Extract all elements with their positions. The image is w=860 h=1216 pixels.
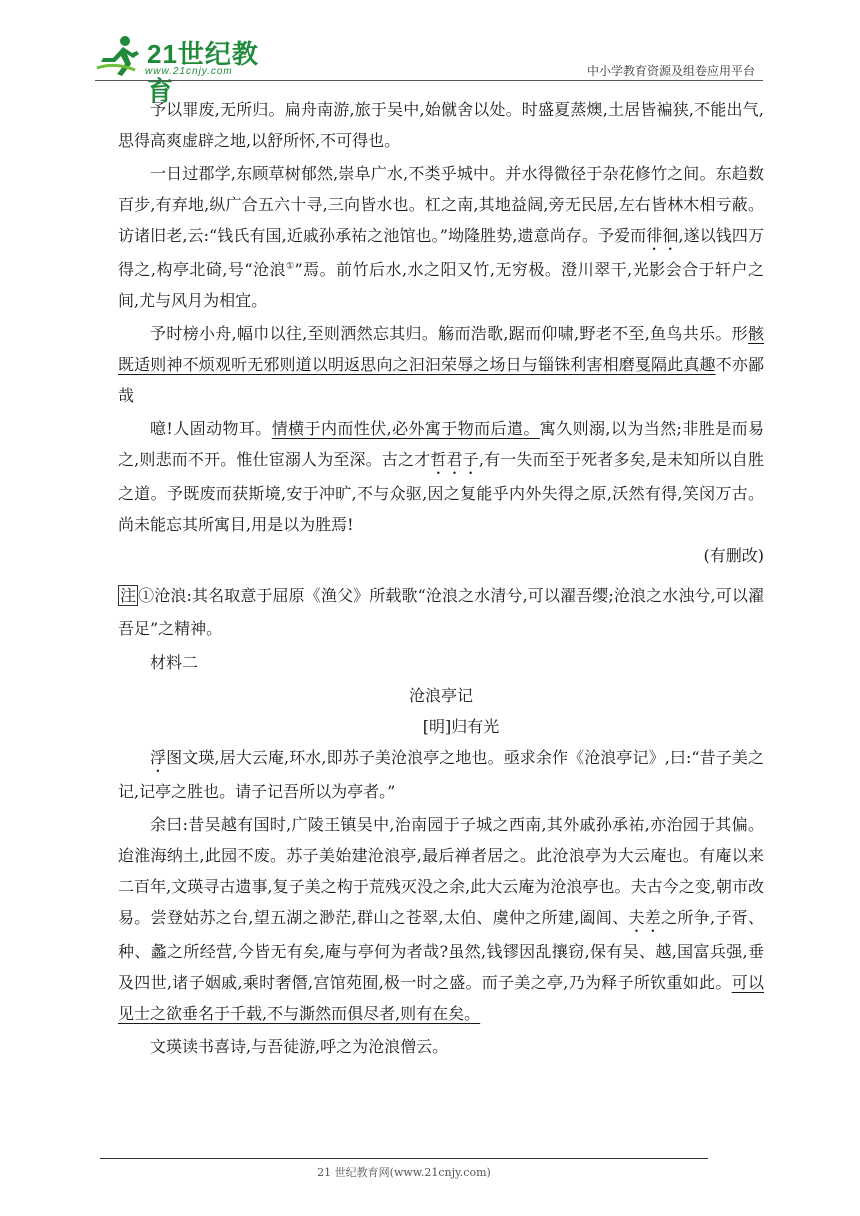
paragraph-4-text-a: 噫!人固动物耳。 bbox=[150, 419, 272, 438]
page-footer: 21 世纪教育网(www.21cnjy.com) bbox=[317, 1166, 491, 1179]
paragraph-3-text-a: 予时榜小舟,幅巾以往,至则洒然忘其归。觞而浩歌,踞而仰啸,野老不至,鱼鸟共乐。形 bbox=[150, 324, 748, 343]
paragraph-1 bbox=[118, 94, 764, 156]
paragraph-5 bbox=[118, 742, 764, 807]
paragraph-2-dotted: 徘徊 bbox=[646, 226, 679, 245]
platform-name: 中小学教育资源及组卷应用平台 bbox=[586, 64, 755, 78]
paragraph-6 bbox=[118, 809, 764, 1029]
paragraph-2-text-c: ,遂以钱四万得之,构亭北碕,号“沧浪 bbox=[118, 226, 764, 279]
material-2-title: 沧浪亭记 bbox=[408, 686, 473, 705]
material-2-label: 材料二 bbox=[150, 653, 199, 672]
paragraph-6-underlined: 可以见士之欲垂名于千载,不与澌然而俱尽者,则有在矣。 bbox=[118, 973, 764, 1023]
source-note: (有删改) bbox=[703, 546, 764, 565]
paragraph-3-text-c: 不亦鄙哉 bbox=[118, 355, 764, 405]
note-text: ①沧浪:其名取意于屈原《渔父》所载歌“沧浪之水清兮,可以濯吾缨;沧浪之水浊兮,可以濯吾足”之精神。 bbox=[118, 586, 764, 638]
paragraph-5-text-c: 文瑛,居大云庵,环水,即苏子美沧浪亭之地也。亟求余作《沧浪亭记》,曰:“昔子美之记,记亭之胜也。请子记吾所以为亭者。” bbox=[118, 748, 764, 801]
document-body bbox=[118, 94, 764, 1062]
paragraph-2 bbox=[118, 158, 764, 316]
running-figure-icon bbox=[95, 34, 145, 78]
page-header bbox=[95, 28, 763, 106]
site-logo bbox=[95, 34, 265, 106]
paragraph-4 bbox=[118, 413, 764, 540]
paragraph-1-text: 予以罪废,无所归。扁舟南游,旅于吴中,始僦舍以处。时盛夏蒸燠,土居皆褊狭,不能出气,思得高爽虚辟之地,以舒所怀,不可得也。 bbox=[118, 100, 764, 150]
footnote-marker: ① bbox=[285, 261, 295, 272]
paragraph-7: 文瑛读书喜诗,与吾徒游,呼之为沧浪僧云。 bbox=[150, 1037, 449, 1056]
note-tag: 注 bbox=[120, 586, 137, 605]
paragraph-2-text-d: ”焉。前竹后水,水之阳又竹,无穷极。澄川翠干,光影会合于轩户之间,尤与风月为相宜。 bbox=[118, 260, 764, 310]
paragraph-6-text-a: 余曰:昔吴越有国时,广陵王镇吴中,治南园于子城之西南,其外戚孙承祐,亦治园于其偏。迨淮海纳土,此园不废。苏子美始建沧浪亭,最后禅者居之。此沧浪亭为大云庵也。有庵以来二百年,文瑛寻古遗事,复子美之构于荒残灭没之余,此大云庵为沧浪亭也。夫古今之变,朝市改易。尝登姑苏之台,望五湖之渺茫,群山之苍翠,太伯、虞仲之所建,阖闾、 bbox=[118, 815, 764, 927]
paragraph-2-text-a: 一日过郡学,东顾草树郁然,崇阜广水,不类乎城中。并水得微径于杂花修竹之间。东趋数百步,有弃地,纵广合五六十寻,三向皆水也。杠之南,其地益阔,旁无民居,左右皆林木相亏蔽。访诸旧老,云:“钱氏有国,近戚孙承祐之池馆也。”坳隆胜势,遗意尚存。予爱而 bbox=[118, 164, 764, 245]
paragraph-5-text-b: 图 bbox=[166, 748, 183, 767]
paragraph-5-dotted-a: 浮 bbox=[150, 748, 167, 767]
material-2-author: [明]归有光 bbox=[422, 717, 500, 736]
footnote bbox=[118, 579, 764, 645]
footer-divider bbox=[100, 1158, 708, 1159]
paragraph-4-underlined: 情横于内而性伏,必外寓于物而后遣。 bbox=[271, 419, 540, 438]
paragraph-3-underlined: 骸既适则神不烦观听无邪则道以明返思向之汩汩荣辱之场日与锱铢利害相磨戛隔此真趣 bbox=[118, 324, 764, 374]
paragraph-6-dotted: 夫差 bbox=[628, 908, 662, 927]
header-divider bbox=[95, 80, 763, 81]
paragraph-6-text-c: 之所争,子胥、种、蠡之所经营,今皆无有矣,庵与亭何为者哉?虽然,钱镠因乱攘窃,保有吴、越,国富兵强,垂及四世,诸子姻戚,乘时奢僭,宫馆苑囿,极一时之盛。而子美之亭,乃为释子所钦重如此。 bbox=[118, 908, 764, 992]
paragraph-3 bbox=[118, 318, 764, 411]
paragraph-4-dotted: 哲君子 bbox=[430, 450, 479, 469]
logo-url: www.21cnjy.com bbox=[145, 66, 233, 77]
paragraph-4-text-e: ,有一失而至于死者多矣,是未知所以自胜之道。予既废而获斯境,安于冲旷,不与众驱,因之复能乎内外失得之原,沃然有得,笑闵万古。尚未能忘其所寓目,用是以为胜焉! bbox=[118, 450, 764, 534]
logo-text: 21世纪教育 bbox=[147, 39, 259, 106]
paragraph-4-text-c: 寓久则溺,以为当然;非胜是而易之,则悲而不开。惟仕宦溺人为至深。古之才 bbox=[118, 419, 764, 469]
